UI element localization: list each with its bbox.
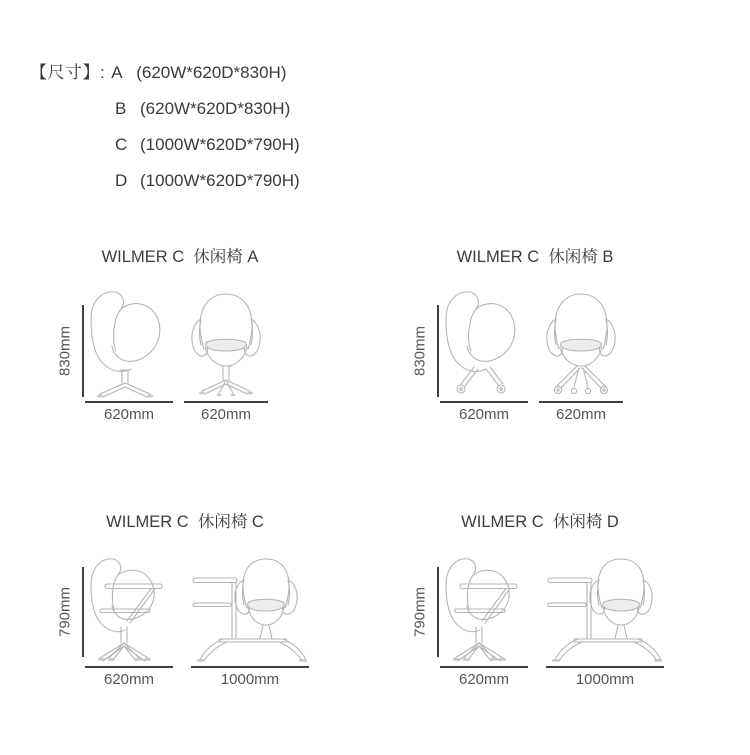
chair-side-view-drawing [85,553,173,665]
panel-chair-a [35,240,325,440]
width-dimension-line [440,666,528,668]
chair-front-view-drawing [540,287,622,399]
chair-front-view-drawing [185,287,267,399]
width-dimension [85,666,173,688]
width-dimension-label: 620mm [458,405,510,423]
size-code: A [111,63,123,82]
width-dimension-label: 620mm [555,405,607,423]
size-header-label: 【尺寸】: [30,63,106,82]
panel-title: WILMER C 休闲椅 D [461,513,619,531]
width-dimension-line [191,666,309,668]
height-dimension-label: 790mm [56,586,74,638]
size-spec-row [30,62,300,98]
width-dimension-label: 620mm [458,670,510,688]
size-dimensions: (620W*620D*830H) [136,63,287,82]
panel-chair-c [35,505,335,710]
width-dimension-label: 620mm [103,405,155,423]
chair-side-view-drawing [440,287,528,399]
height-dimension-label: 830mm [411,325,429,377]
width-dimension-line [184,401,268,403]
width-dimension-label: 620mm [200,405,252,423]
width-dimension [440,666,528,688]
chair-front-view-drawing [546,553,668,665]
chair-side-view-drawing [440,553,528,665]
size-spec-row [30,170,300,206]
height-dimension-line [437,567,439,657]
width-dimension [539,401,623,423]
width-dimension-line [85,401,173,403]
width-dimension-label: 1000mm [220,670,280,688]
width-dimension [440,401,528,423]
width-dimension-line [546,666,664,668]
panel-title: WILMER C 休闲椅 A [101,248,259,266]
width-dimension-line [539,401,623,403]
height-dimension-line [437,305,439,397]
size-spec-row [30,134,300,170]
width-dimension [184,401,268,423]
size-spec-row [30,98,300,134]
size-dimensions: (1000W*620D*790H) [140,171,300,190]
chair-side-view-drawing [85,287,173,399]
height-dimension-line [82,305,84,397]
size-code: C [115,135,128,154]
width-dimension-label: 620mm [103,670,155,688]
height-dimension-label: 790mm [411,586,429,638]
panel-title: WILMER C 休闲椅 C [106,513,264,531]
size-code: D [115,171,128,190]
width-dimension-line [440,401,528,403]
width-dimension [85,401,173,423]
width-dimension [191,666,309,688]
panel-title: WILMER C 休闲椅 B [456,248,614,266]
panel-chair-b [390,240,680,440]
size-dimensions: (620W*620D*830H) [140,99,291,118]
width-dimension-line [85,666,173,668]
width-dimension [546,666,664,688]
height-dimension-label: 830mm [56,325,74,377]
panel-chair-d [390,505,690,710]
size-dimensions: (1000W*620D*790H) [140,135,300,154]
width-dimension-label: 1000mm [575,670,635,688]
chair-front-view-drawing [191,553,313,665]
height-dimension-line [82,567,84,657]
size-spec-list [30,62,300,206]
size-code: B [115,99,127,118]
